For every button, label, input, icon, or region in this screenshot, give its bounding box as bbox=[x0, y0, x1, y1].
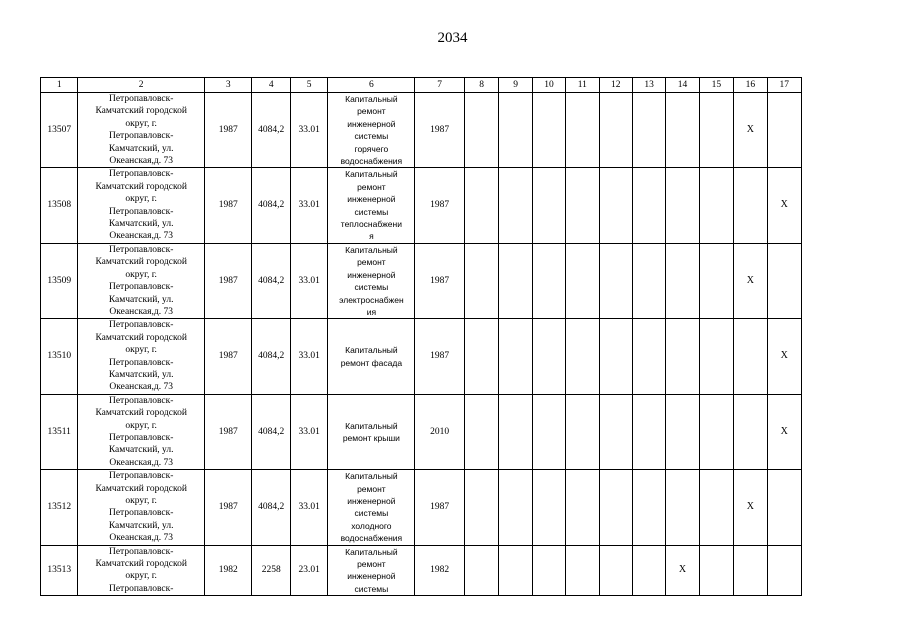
mark-cell-col-16: X bbox=[734, 93, 767, 168]
address-cell-line: Океанская,д. 73 bbox=[109, 382, 173, 393]
mark-cell-col-11 bbox=[566, 168, 599, 243]
address-cell-line: Камчатский городской bbox=[95, 106, 187, 117]
address-cell-line: округ, г. bbox=[125, 496, 157, 506]
work-type-cell-line: ремонт bbox=[357, 559, 386, 570]
column-header-15: 15 bbox=[699, 78, 733, 93]
address-cell bbox=[78, 93, 204, 168]
address-cell-line: Камчатский городской bbox=[95, 257, 187, 268]
row-id: 13513 bbox=[41, 545, 78, 596]
mark-cell-col-12 bbox=[599, 470, 632, 545]
column-header-11: 11 bbox=[566, 78, 599, 93]
mark-cell-col-15 bbox=[699, 168, 733, 243]
column-header-14: 14 bbox=[666, 78, 699, 93]
mark-cell-col-8 bbox=[464, 394, 498, 469]
mark-cell-col-15 bbox=[699, 243, 733, 318]
work-type-cell-line: системы bbox=[354, 508, 389, 519]
mark-cell-col-8 bbox=[464, 93, 498, 168]
year-repair-cell: 1987 bbox=[415, 470, 465, 545]
mark-cell-col-14 bbox=[666, 394, 699, 469]
address-cell-line: Петропавловск- bbox=[108, 169, 174, 180]
mark-cell-col-8 bbox=[464, 319, 498, 394]
mark-cell-col-13 bbox=[632, 545, 665, 596]
work-type-cell-line: Капитальный bbox=[345, 471, 398, 482]
code-cell: 33.01 bbox=[290, 394, 327, 469]
work-type-cell-line: ия bbox=[366, 306, 377, 317]
address-cell-line: Петропавловск- bbox=[108, 471, 174, 482]
mark-cell-col-9 bbox=[499, 394, 532, 469]
area-cell: 2258 bbox=[252, 545, 290, 596]
address-cell-line: Петропавловск- bbox=[108, 583, 174, 594]
area-cell: 4084,2 bbox=[252, 243, 290, 318]
address-cell-line: Петропавловск- bbox=[108, 94, 174, 104]
page-number: 2034 bbox=[437, 30, 468, 46]
mark-cell-col-11 bbox=[566, 319, 599, 394]
work-type-cell-line: системы bbox=[354, 282, 389, 293]
mark-cell-col-13 bbox=[632, 168, 665, 243]
year-built-cell: 1987 bbox=[204, 93, 252, 168]
address-cell-line: округ, г. bbox=[125, 194, 157, 205]
year-built-cell: 1987 bbox=[204, 394, 252, 469]
work-type-cell-line: системы bbox=[354, 131, 389, 142]
area-cell: 4084,2 bbox=[252, 470, 290, 545]
row-id: 13510 bbox=[41, 319, 78, 394]
work-type-cell-line: горячего bbox=[354, 143, 389, 154]
mark-cell-col-11 bbox=[566, 470, 599, 545]
work-type-cell bbox=[328, 470, 415, 545]
column-header-13: 13 bbox=[632, 78, 665, 93]
mark-cell-col-16: X bbox=[734, 470, 767, 545]
address-cell-line: Океанская,д. 73 bbox=[109, 231, 173, 242]
column-header-8: 8 bbox=[464, 78, 498, 93]
mark-cell-col-17: X bbox=[767, 168, 801, 243]
mark-cell-col-17 bbox=[767, 545, 801, 596]
address-cell-line: Петропавловск- bbox=[108, 395, 174, 406]
mark-cell-col-13 bbox=[632, 93, 665, 168]
work-type-cell-line: электроснабжен bbox=[339, 294, 404, 305]
mark-cell-col-13 bbox=[632, 470, 665, 545]
mark-cell-col-14 bbox=[666, 243, 699, 318]
code-cell: 23.01 bbox=[290, 545, 327, 596]
row-id: 13509 bbox=[41, 243, 78, 318]
work-type-cell-line: ремонт bbox=[357, 106, 386, 117]
address-cell-line: Камчатский городской bbox=[95, 559, 187, 570]
mark-cell-col-14 bbox=[666, 319, 699, 394]
area-cell: 4084,2 bbox=[252, 319, 290, 394]
code-cell: 33.01 bbox=[290, 168, 327, 243]
address-cell-line: Камчатский городской bbox=[95, 483, 187, 494]
address-cell-line: Петропавловск- bbox=[108, 357, 174, 368]
mark-cell-col-10 bbox=[532, 319, 565, 394]
work-type-cell-line: ремонт bbox=[357, 257, 386, 268]
year-repair-cell: 1987 bbox=[415, 243, 465, 318]
mark-cell-col-17 bbox=[767, 93, 801, 168]
mark-cell-col-14 bbox=[666, 93, 699, 168]
mark-cell-col-15 bbox=[699, 545, 733, 596]
work-type-cell-line: Капитальный bbox=[345, 244, 398, 255]
work-type-cell-line: ремонт bbox=[357, 483, 386, 494]
mark-cell-col-9 bbox=[499, 243, 532, 318]
mark-cell-col-16 bbox=[734, 545, 767, 596]
address-cell-line: Океанская,д. 73 bbox=[109, 306, 173, 317]
column-header-1: 1 bbox=[41, 78, 78, 93]
mark-cell-col-12 bbox=[599, 168, 632, 243]
address-cell-line: Петропавловск- bbox=[108, 206, 174, 217]
address-cell-line: Камчатский, ул. bbox=[108, 143, 174, 154]
area-cell: 4084,2 bbox=[252, 93, 290, 168]
work-type-cell-line: инженерной bbox=[347, 194, 396, 205]
mark-cell-col-10 bbox=[532, 470, 565, 545]
mark-cell-col-14 bbox=[666, 470, 699, 545]
work-type-cell bbox=[328, 243, 415, 318]
table-body bbox=[41, 93, 802, 596]
address-cell-line: Петропавловск- bbox=[108, 546, 174, 557]
address-cell-line: Камчатский городской bbox=[95, 181, 187, 192]
address-cell-line: Камчатский, ул. bbox=[108, 520, 174, 531]
work-type-cell-line: водоснабжения bbox=[340, 533, 403, 544]
work-type-cell bbox=[328, 168, 415, 243]
address-cell-line: округ, г. bbox=[125, 571, 157, 582]
address-cell-line: Камчатский, ул. bbox=[108, 369, 174, 380]
mark-cell-col-12 bbox=[599, 243, 632, 318]
address-cell-line: Петропавловск- bbox=[108, 244, 174, 255]
year-repair-cell: 1987 bbox=[415, 168, 465, 243]
address-cell bbox=[78, 470, 204, 545]
table-row bbox=[41, 319, 802, 394]
address-cell-line: Камчатский, ул. bbox=[108, 294, 174, 305]
address-cell-line: Камчатский городской bbox=[95, 408, 187, 419]
mark-cell-col-17: X bbox=[767, 319, 801, 394]
work-type-cell-line: Капитальный bbox=[345, 94, 398, 104]
mark-cell-col-9 bbox=[499, 93, 532, 168]
year-built-cell: 1987 bbox=[204, 470, 252, 545]
mark-cell-col-16: X bbox=[734, 243, 767, 318]
address-cell-line: Петропавловск- bbox=[108, 432, 174, 443]
table-row bbox=[41, 93, 802, 168]
mark-cell-col-8 bbox=[464, 470, 498, 545]
work-type-cell-line: Капитальный bbox=[345, 546, 398, 557]
address-cell-line: Океанская,д. 73 bbox=[109, 457, 173, 468]
table-row bbox=[41, 470, 802, 545]
column-header-3: 3 bbox=[204, 78, 252, 93]
code-cell: 33.01 bbox=[290, 319, 327, 394]
code-cell: 33.01 bbox=[290, 93, 327, 168]
year-repair-cell: 1982 bbox=[415, 545, 465, 596]
work-type-cell-line: водоснабжения bbox=[340, 156, 403, 167]
area-cell: 4084,2 bbox=[252, 168, 290, 243]
mark-cell-col-17: X bbox=[767, 394, 801, 469]
address-cell-line: Камчатский, ул. bbox=[108, 219, 174, 230]
mark-cell-col-10 bbox=[532, 93, 565, 168]
mark-cell-col-10 bbox=[532, 243, 565, 318]
work-type-cell bbox=[328, 319, 415, 394]
column-header-10: 10 bbox=[532, 78, 565, 93]
column-header-9: 9 bbox=[499, 78, 532, 93]
year-built-cell: 1987 bbox=[204, 168, 252, 243]
column-header-17: 17 bbox=[767, 78, 801, 93]
mark-cell-col-10 bbox=[532, 545, 565, 596]
row-id: 13511 bbox=[41, 394, 78, 469]
address-cell-line: Океанская,д. 73 bbox=[109, 533, 173, 544]
mark-cell-col-12 bbox=[599, 545, 632, 596]
mark-cell-col-9 bbox=[499, 545, 532, 596]
area-cell: 4084,2 bbox=[252, 394, 290, 469]
work-type-cell-line: теплоснабжени bbox=[340, 219, 402, 230]
address-cell-line: Петропавловск- bbox=[108, 282, 174, 293]
mark-cell-col-13 bbox=[632, 319, 665, 394]
address-cell-line: округ, г. bbox=[125, 118, 157, 129]
address-cell bbox=[78, 243, 204, 318]
mark-cell-col-15 bbox=[699, 93, 733, 168]
mark-cell-col-9 bbox=[499, 319, 532, 394]
column-header-5: 5 bbox=[290, 78, 327, 93]
mark-cell-col-12 bbox=[599, 93, 632, 168]
address-cell-line: Петропавловск- bbox=[108, 508, 174, 519]
mark-cell-col-8 bbox=[464, 545, 498, 596]
year-repair-cell: 1987 bbox=[415, 93, 465, 168]
work-type-cell-line: ремонт крыши bbox=[342, 432, 400, 443]
work-type-cell-line: Капитальный bbox=[345, 169, 398, 180]
year-built-cell: 1987 bbox=[204, 243, 252, 318]
mark-cell-col-13 bbox=[632, 243, 665, 318]
work-type-cell-line: ремонт фасада bbox=[340, 357, 403, 368]
address-cell-line: округ, г. bbox=[125, 269, 157, 280]
row-id: 13508 bbox=[41, 168, 78, 243]
mark-cell-col-11 bbox=[566, 93, 599, 168]
table-row bbox=[41, 394, 802, 469]
mark-cell-col-13 bbox=[632, 394, 665, 469]
mark-cell-col-15 bbox=[699, 319, 733, 394]
work-type-cell-line: ремонт bbox=[357, 181, 386, 192]
work-type-cell-line: Капитальный bbox=[345, 420, 398, 431]
row-id: 13512 bbox=[41, 470, 78, 545]
table-row bbox=[41, 545, 802, 596]
header-row bbox=[41, 78, 802, 93]
address-cell-line: Камчатский городской bbox=[95, 332, 187, 343]
address-cell bbox=[78, 545, 204, 596]
code-cell: 33.01 bbox=[290, 470, 327, 545]
work-type-cell bbox=[328, 545, 415, 596]
row-id: 13507 bbox=[41, 93, 78, 168]
column-header-16: 16 bbox=[734, 78, 767, 93]
year-repair-cell: 2010 bbox=[415, 394, 465, 469]
mark-cell-col-16 bbox=[734, 319, 767, 394]
mark-cell-col-10 bbox=[532, 394, 565, 469]
column-header-12: 12 bbox=[599, 78, 632, 93]
column-header-7: 7 bbox=[415, 78, 465, 93]
mark-cell-col-11 bbox=[566, 243, 599, 318]
work-type-cell-line: я bbox=[369, 231, 374, 242]
mark-cell-col-14 bbox=[666, 168, 699, 243]
column-header-6: 6 bbox=[328, 78, 415, 93]
table-row bbox=[41, 168, 802, 243]
work-type-cell-line: системы bbox=[354, 206, 389, 217]
mark-cell-col-8 bbox=[464, 168, 498, 243]
address-cell-line: округ, г. bbox=[125, 345, 157, 356]
work-type-cell-line: инженерной bbox=[347, 496, 396, 506]
column-header-2: 2 bbox=[78, 78, 204, 93]
column-header-4: 4 bbox=[252, 78, 290, 93]
address-cell-line: Океанская,д. 73 bbox=[109, 156, 173, 167]
table-row bbox=[41, 243, 802, 318]
work-type-cell-line: Капитальный bbox=[345, 345, 398, 356]
year-built-cell: 1982 bbox=[204, 545, 252, 596]
address-cell bbox=[78, 394, 204, 469]
mark-cell-col-8 bbox=[464, 243, 498, 318]
mark-cell-col-15 bbox=[699, 394, 733, 469]
year-built-cell: 1987 bbox=[204, 319, 252, 394]
mark-cell-col-17 bbox=[767, 470, 801, 545]
mark-cell-col-16 bbox=[734, 394, 767, 469]
mark-cell-col-16 bbox=[734, 168, 767, 243]
work-type-cell-line: холодного bbox=[351, 520, 392, 531]
mark-cell-col-9 bbox=[499, 470, 532, 545]
address-cell-line: Петропавловск- bbox=[108, 320, 174, 331]
address-cell-line: Петропавловск- bbox=[108, 131, 174, 142]
address-cell bbox=[78, 319, 204, 394]
code-cell: 33.01 bbox=[290, 243, 327, 318]
year-repair-cell: 1987 bbox=[415, 319, 465, 394]
mark-cell-col-10 bbox=[532, 168, 565, 243]
address-cell bbox=[78, 168, 204, 243]
mark-cell-col-9 bbox=[499, 168, 532, 243]
mark-cell-col-11 bbox=[566, 545, 599, 596]
address-cell-line: Камчатский, ул. bbox=[108, 445, 174, 456]
mark-cell-col-17 bbox=[767, 243, 801, 318]
work-type-cell bbox=[328, 394, 415, 469]
work-type-cell-line: инженерной bbox=[347, 571, 396, 582]
mark-cell-col-15 bbox=[699, 470, 733, 545]
capital-repair-table bbox=[40, 77, 802, 596]
work-type-cell bbox=[328, 93, 415, 168]
mark-cell-col-11 bbox=[566, 394, 599, 469]
work-type-cell-line: инженерной bbox=[347, 118, 396, 129]
work-type-cell-line: системы bbox=[354, 583, 389, 594]
address-cell-line: округ, г. bbox=[125, 420, 157, 431]
mark-cell-col-14: X bbox=[666, 545, 699, 596]
mark-cell-col-12 bbox=[599, 319, 632, 394]
mark-cell-col-12 bbox=[599, 394, 632, 469]
work-type-cell-line: инженерной bbox=[347, 269, 396, 280]
